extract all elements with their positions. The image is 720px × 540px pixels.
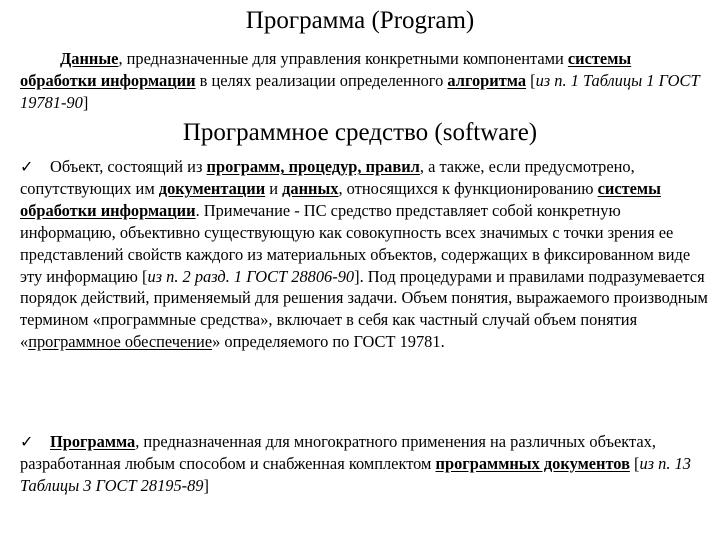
software-definition-text: » определяемого по ГОСТ 19781. [212, 332, 445, 352]
checkmark-icon: ✓ [20, 432, 34, 451]
term-information-system: системы обработки информации [20, 49, 632, 90]
software-definition-text: и [265, 178, 283, 198]
software-definition [20, 156, 710, 353]
bracket: [ [526, 71, 536, 90]
source-reference: из п. 13 Таблицы 3 ГОСТ 28195-89 [20, 453, 691, 495]
checkmark-icon: ✓ [20, 157, 34, 176]
term-data: Данные [60, 49, 119, 68]
software-definition-text: ]. Под процедурами и правилами подразумевается порядок действий, применяемый для решения задачи. Объем понятия, выражаемого производным термином «программные средства», включает в себя как частный случай объем понятия « [20, 266, 708, 352]
term-software: программное обеспечение [28, 332, 213, 352]
program-definition-text: в целях реализации определенного [195, 71, 448, 90]
software-definition-text: Объект, состоящий из [50, 157, 207, 176]
term-documentation: документации [158, 178, 266, 198]
term-information-system: системы обработки информации [20, 178, 661, 220]
bracket: ] [203, 475, 209, 495]
program-definition-2-text: , предназначенная для многократного применения на различных объектах, разработанная любым способом и снабженная комплектом [20, 432, 656, 473]
term-program-documents: программных документов [435, 453, 630, 473]
bracket: [ [629, 453, 640, 473]
software-definition-text: . Примечание - ПС средство представляет собой конкретную информацию, объективно существующую как совокупность всех значимых с точки зрения ее представлений свойств каждого из материальных объектов, содержащих в фиксированном виде эту информацию [ [20, 200, 691, 286]
term-data: данных [282, 178, 339, 198]
software-definition-text: , относящихся к функционированию [338, 178, 598, 198]
program-definition-text: , предназначенные для управления конкретными компонентами [118, 49, 568, 68]
term-algorithm: алгоритма [447, 71, 527, 90]
bracket: ] [82, 93, 89, 112]
term-programs-procedures-rules: программ, процедур, правил [206, 157, 420, 176]
title-software: Программное средство (software) [182, 119, 538, 146]
program-definition-2 [20, 431, 710, 497]
program-definition [20, 48, 704, 114]
title-program: Программа (Program) [245, 7, 475, 34]
software-definition-text: , а также, если предусмотрено, сопутствующих им [20, 157, 635, 198]
term-program: Программа [50, 432, 136, 451]
source-reference: из п. 2 разд. 1 ГОСТ 28806-90 [147, 266, 355, 286]
source-reference: из п. 1 Таблицы 1 ГОСТ 19781-90 [20, 71, 700, 112]
